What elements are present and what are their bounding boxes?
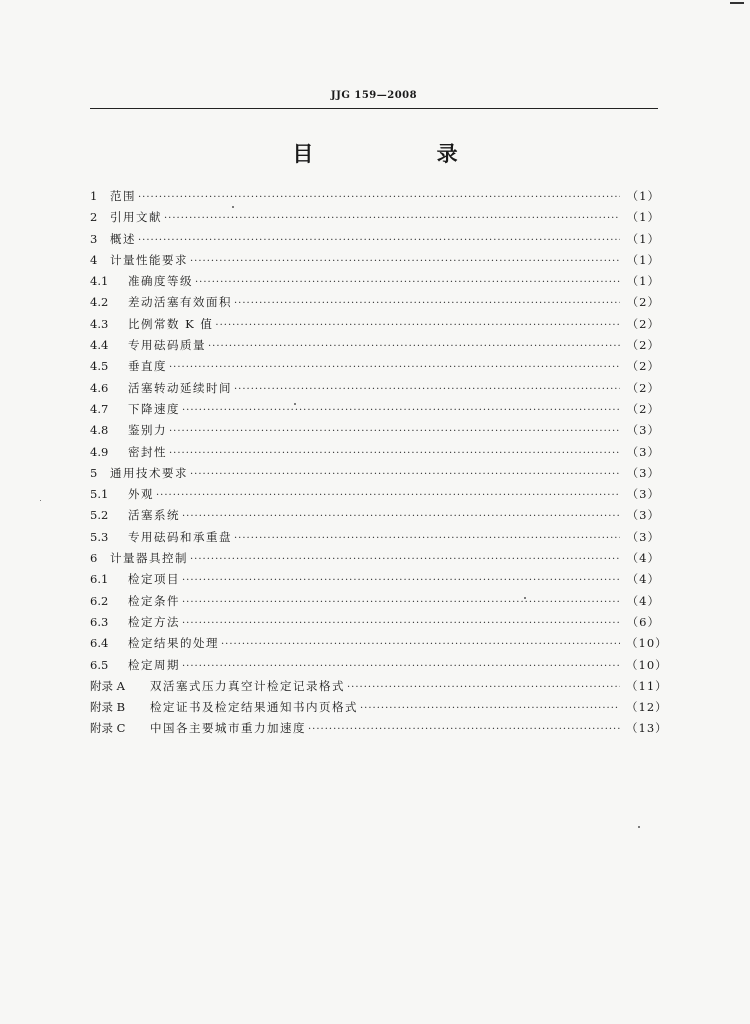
toc-entry-page: （6） [626,614,660,629]
toc-entry-page: （4） [626,593,660,608]
dot-leader [208,336,620,357]
dot-leader [308,719,620,740]
toc-entry[interactable] [90,335,660,356]
dot-leader [138,230,620,251]
toc-entry-number: 4.9 [90,444,109,459]
toc-entry-number: 4.2 [90,295,109,310]
toc-entry-page: （1） [626,189,660,203]
dot-leader [182,506,620,527]
toc-entry-page: （2） [626,338,660,353]
toc-entry-page: （2） [626,359,660,374]
toc-entry-label: 检定方法 [128,614,180,629]
toc-entry[interactable] [90,655,668,676]
toc-entry-page: （1） [626,210,660,225]
toc-entry-number: 6.1 [90,572,109,587]
toc-entry-page: （1） [626,252,660,267]
dot-leader [234,293,620,314]
dot-leader [360,698,620,719]
toc-entry-page: （4） [626,572,660,587]
toc-entry-number: 5.2 [90,508,109,523]
toc-entry-number: 6.5 [90,657,109,672]
toc-entry[interactable] [90,356,660,377]
toc-entry-label: 活塞系统 [128,508,180,523]
dot-leader [182,613,620,634]
toc-entry-label: 鉴别力 [128,423,167,438]
toc-entry[interactable] [90,378,660,399]
toc-entry-number: 6.3 [90,614,109,629]
toc-entry-label: 检定证书及检定结果通知书内页格式 [150,700,358,715]
toc-entry-page: （2） [626,401,660,416]
toc-entry[interactable] [90,676,668,697]
dot-leader [234,528,620,549]
toc-entry-label: 比例常数 K 值 [128,316,214,331]
toc-entry[interactable] [90,442,660,463]
toc-entry-number: 4 [90,252,98,267]
toc-entry-label: 垂直度 [128,359,167,374]
dot-leader [215,315,620,336]
toc-entry-label: 准确度等级 [128,274,193,289]
toc-entry-label: 通用技术要求 [110,465,188,480]
toc-entry-label: 计量器具控制 [110,551,188,566]
toc-entry-page: （13） [626,721,668,736]
toc-entry[interactable] [90,250,660,271]
toc-entry-page: （3） [626,465,660,480]
dot-leader [347,677,620,698]
toc-entry-label: 外观 [128,487,154,502]
toc-entry-label: 检定结果的处理 [128,636,219,651]
dot-leader [138,187,620,208]
toc-entry-label: 中国各主要城市重力加速度 [150,721,306,736]
dot-leader [190,251,620,272]
toc-entry-page: （2） [626,295,660,310]
toc-entry-label: 密封性 [128,444,167,459]
toc-entry-number: 附录 C [90,721,126,736]
toc-entry[interactable] [90,484,660,505]
table-of-contents [90,186,668,740]
toc-entry-page: （3） [626,423,660,438]
toc-entry-page: （3） [626,487,660,502]
toc-entry-number: 2 [90,210,98,225]
toc-entry-number: 5.3 [90,529,109,544]
toc-entry[interactable] [90,633,668,654]
toc-entry[interactable] [90,505,660,526]
toc-entry-page: （10） [626,636,668,651]
toc-entry-number: 3 [90,231,98,246]
dot-leader [164,208,620,229]
toc-entry-number: 附录 A [90,678,125,693]
dot-leader [190,549,620,570]
dot-leader [190,464,620,485]
dot-leader [221,634,620,655]
header-rule [90,108,658,109]
toc-entry[interactable] [90,697,668,718]
dot-leader [169,357,620,378]
toc-entry[interactable] [90,612,660,633]
toc-entry-page: （3） [626,444,660,459]
toc-entry-number: 4.6 [90,380,109,395]
toc-entry[interactable] [90,527,660,548]
toc-entry-label: 差动活塞有效面积 [128,295,232,310]
toc-entry-page: （4） [626,551,660,566]
toc-entry-label: 检定条件 [128,593,180,608]
dot-leader [182,656,620,677]
toc-entry[interactable] [90,591,660,612]
toc-entry[interactable] [90,463,660,484]
toc-entry-label: 双活塞式压力真空计检定记录格式 [150,678,345,693]
toc-entry[interactable] [90,718,668,739]
toc-entry-label: 专用砝码质量 [128,338,206,353]
toc-entry-number: 6.4 [90,636,109,651]
toc-entry[interactable] [90,292,660,313]
toc-entry-page: （2） [626,316,660,331]
toc-entry[interactable] [90,207,660,228]
toc-entry-number: 4.3 [90,316,109,331]
toc-entry-label: 下降速度 [128,401,180,416]
toc-entry-page: （10） [626,657,668,672]
dot-leader [182,570,620,591]
toc-entry-number: 4.8 [90,423,109,438]
toc-entry-page: （11） [626,678,668,693]
scan-mark [730,2,744,4]
toc-entry-number: 5.1 [90,487,109,502]
toc-entry-number: 5 [90,465,98,480]
toc-entry-page: （1） [626,231,660,246]
toc-entry-number: 1 [90,189,98,203]
dot-leader [156,485,620,506]
toc-entry-label: 检定周期 [128,657,180,672]
toc-entry-label: 活塞转动延续时间 [128,380,232,395]
toc-title: 目 录 [292,141,516,166]
toc-entry[interactable] [90,271,660,292]
toc-entry-page: （2） [626,380,660,395]
toc-entry-label: 引用文献 [110,210,162,225]
dot-leader [169,421,620,442]
toc-entry-number: 附录 B [90,700,126,715]
dot-leader [195,272,620,293]
toc-entry[interactable] [90,186,660,207]
running-header: JJG 159—2008 [330,90,418,101]
toc-entry-label: 范围 [110,189,136,203]
toc-entry-label: 概述 [110,231,136,246]
toc-entry-page: （12） [626,700,668,715]
toc-entry-number: 6 [90,551,98,566]
toc-entry-number: 4.4 [90,338,109,353]
toc-entry-label: 专用砝码和承重盘 [128,529,232,544]
toc-entry-page: （3） [626,529,660,544]
toc-entry-page: （3） [626,508,660,523]
toc-entry[interactable] [90,399,660,420]
toc-entry-number: 4.1 [90,274,109,289]
dot-leader [169,443,620,464]
toc-entry-label: 计量性能要求 [110,252,188,267]
toc-entry-number: 6.2 [90,593,109,608]
dot-leader [234,379,620,400]
toc-entry-label: 检定项目 [128,572,180,587]
toc-entry[interactable] [90,420,660,441]
toc-entry[interactable] [90,314,660,335]
toc-entry-page: （1） [626,274,660,289]
dot-leader [182,400,620,421]
toc-entry[interactable] [90,548,660,569]
toc-entry-number: 4.7 [90,401,109,416]
toc-entry-number: 4.5 [90,359,109,374]
toc-entry[interactable] [90,569,660,590]
toc-entry[interactable] [90,229,660,250]
dot-leader [182,592,620,613]
